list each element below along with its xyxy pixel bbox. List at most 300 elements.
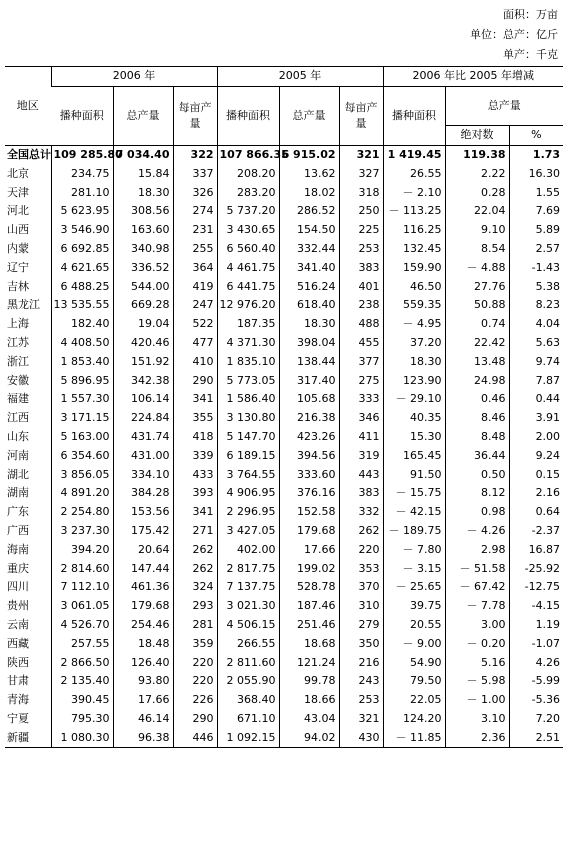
region-cell: 辽宁	[7, 260, 29, 274]
value-cell-da: 40.35	[383, 409, 445, 428]
region-cell: 上海	[7, 317, 29, 331]
value-cell-o2: 618.40	[279, 296, 339, 315]
table-row	[5, 258, 563, 277]
region-cell: 福建	[7, 392, 29, 406]
value-cell-o1: 431.00	[113, 446, 173, 465]
value-cell-a1: 3 237.30	[51, 522, 113, 541]
value-cell-a1: 13 535.55	[51, 296, 113, 315]
value-cell-y2: 377	[339, 352, 383, 371]
region-cell: 西藏	[7, 636, 29, 650]
value-cell-dabs: 22.04	[445, 202, 509, 221]
table-row	[5, 164, 563, 183]
table-row	[5, 183, 563, 202]
value-cell-a2: 5 773.05	[217, 371, 279, 390]
value-cell-y1: 281	[173, 616, 217, 635]
value-cell-a1: 257.55	[51, 634, 113, 653]
value-cell-dabs: 9.10	[445, 221, 509, 240]
value-cell-dpct: 0.44	[509, 390, 563, 409]
table-row	[5, 672, 563, 691]
value-cell-dpct: -25.92	[509, 559, 563, 578]
table-row	[5, 428, 563, 447]
region-cell: 湖南	[7, 486, 29, 500]
value-cell-a1: 3 061.05	[51, 597, 113, 616]
value-cell-o2: 376.16	[279, 484, 339, 503]
value-cell-y2: 353	[339, 559, 383, 578]
value-cell-o2: 332.44	[279, 240, 339, 259]
table-row	[5, 691, 563, 710]
value-cell-dabs: － 4.26	[445, 522, 509, 541]
value-cell-o2: 341.40	[279, 258, 339, 277]
value-cell-o1: 18.30	[113, 183, 173, 202]
value-cell-o2: 317.40	[279, 371, 339, 390]
value-cell-a1: 6 692.85	[51, 240, 113, 259]
value-cell-da: － 4.95	[383, 315, 445, 334]
value-cell-y1: 322	[173, 145, 217, 164]
value-cell-a2: 6 441.75	[217, 277, 279, 296]
value-cell-o1: 461.36	[113, 578, 173, 597]
value-cell-dpct: 7.20	[509, 710, 563, 729]
table-row	[5, 465, 563, 484]
value-cell-da: － 113.25	[383, 202, 445, 221]
value-cell-da: 116.25	[383, 221, 445, 240]
value-cell-a2: 283.20	[217, 183, 279, 202]
header-sown-area-2005: 播种面积	[217, 86, 279, 145]
value-cell-dabs: 27.76	[445, 277, 509, 296]
value-cell-y2: 318	[339, 183, 383, 202]
region-cell: 广西	[7, 523, 29, 537]
value-cell-y1: 410	[173, 352, 217, 371]
table-row	[5, 634, 563, 653]
value-cell-a2: 1 092.15	[217, 728, 279, 747]
value-cell-o1: 420.46	[113, 334, 173, 353]
value-cell-a1: 2 254.80	[51, 503, 113, 522]
value-cell-y1: 522	[173, 315, 217, 334]
unit-output: 单位：总产：亿斤	[470, 28, 558, 41]
value-cell-o2: 94.02	[279, 728, 339, 747]
region-cell: 吉林	[7, 279, 29, 293]
value-cell-dpct: 4.26	[509, 653, 563, 672]
value-cell-o1: 340.98	[113, 240, 173, 259]
value-cell-dpct: 9.24	[509, 446, 563, 465]
value-cell-a2: 5 147.70	[217, 428, 279, 447]
region-cell: 全国总计	[7, 147, 51, 161]
region-cell: 江西	[7, 411, 29, 425]
value-cell-dabs: 13.48	[445, 352, 509, 371]
region-cell: 重庆	[7, 561, 29, 575]
region-cell: 山东	[7, 429, 29, 443]
value-cell-y1: 262	[173, 559, 217, 578]
header-region: 地区	[5, 67, 51, 146]
header-output-2005: 总产量	[279, 86, 339, 145]
value-cell-dpct: 0.15	[509, 465, 563, 484]
value-cell-y2: 488	[339, 315, 383, 334]
value-cell-a2: 402.00	[217, 540, 279, 559]
value-cell-y2: 250	[339, 202, 383, 221]
table-row	[5, 145, 563, 164]
table-row	[5, 315, 563, 334]
value-cell-y2: 327	[339, 164, 383, 183]
value-cell-o2: 105.68	[279, 390, 339, 409]
table-row	[5, 484, 563, 503]
table-row	[5, 334, 563, 353]
value-cell-a2: 671.10	[217, 710, 279, 729]
value-cell-a1: 7 112.10	[51, 578, 113, 597]
value-cell-dpct: 2.57	[509, 240, 563, 259]
value-cell-y1: 393	[173, 484, 217, 503]
value-cell-dabs: 24.98	[445, 371, 509, 390]
table-row	[5, 296, 563, 315]
value-cell-a2: 1 586.40	[217, 390, 279, 409]
value-cell-a2: 7 137.75	[217, 578, 279, 597]
value-cell-o1: 224.84	[113, 409, 173, 428]
value-cell-da: 79.50	[383, 672, 445, 691]
value-cell-a2: 2 055.90	[217, 672, 279, 691]
value-cell-dabs: 0.74	[445, 315, 509, 334]
value-cell-a2: 4 906.95	[217, 484, 279, 503]
value-cell-a2: 107 866.35	[217, 145, 279, 164]
value-cell-dpct: 2.16	[509, 484, 563, 503]
value-cell-da: 91.50	[383, 465, 445, 484]
value-cell-a1: 5 896.95	[51, 371, 113, 390]
value-cell-da: － 2.10	[383, 183, 445, 202]
value-cell-y2: 346	[339, 409, 383, 428]
value-cell-y1: 341	[173, 503, 217, 522]
header-percent: %	[509, 125, 563, 145]
table-row	[5, 728, 563, 747]
value-cell-a1: 281.10	[51, 183, 113, 202]
value-cell-dabs: 8.12	[445, 484, 509, 503]
table-row	[5, 540, 563, 559]
table-row	[5, 371, 563, 390]
header-sown-area-2006: 播种面积	[51, 86, 113, 145]
region-cell: 新疆	[5, 728, 51, 747]
value-cell-y1: 477	[173, 334, 217, 353]
value-cell-y2: 333	[339, 390, 383, 409]
table-row	[5, 559, 563, 578]
value-cell-y1: 446	[173, 728, 217, 747]
table-row	[5, 616, 563, 635]
table-row	[5, 202, 563, 221]
value-cell-dpct: 5.38	[509, 277, 563, 296]
table-row	[5, 240, 563, 259]
value-cell-y2: 430	[339, 728, 383, 747]
value-cell-dpct: 2.51	[509, 728, 563, 747]
value-cell-da: － 25.65	[383, 578, 445, 597]
value-cell-y1: 255	[173, 240, 217, 259]
value-cell-o1: 46.14	[113, 710, 173, 729]
value-cell-o1: 96.38	[113, 728, 173, 747]
value-cell-dpct: -1.43	[509, 258, 563, 277]
region-cell: 天津	[7, 185, 29, 199]
value-cell-o2: 528.78	[279, 578, 339, 597]
value-cell-da: 18.30	[383, 352, 445, 371]
header-output-2006: 总产量	[113, 86, 173, 145]
value-cell-dpct: -12.75	[509, 578, 563, 597]
value-cell-o1: 93.80	[113, 672, 173, 691]
value-cell-y1: 293	[173, 597, 217, 616]
value-cell-y1: 231	[173, 221, 217, 240]
value-cell-y2: 319	[339, 446, 383, 465]
region-cell: 青海	[7, 693, 29, 707]
value-cell-da: 39.75	[383, 597, 445, 616]
header-2006: 2006 年	[51, 67, 217, 87]
value-cell-o1: 153.56	[113, 503, 173, 522]
value-cell-y1: 290	[173, 371, 217, 390]
value-cell-a1: 4 621.65	[51, 258, 113, 277]
value-cell-dabs: － 7.78	[445, 597, 509, 616]
value-cell-o1: 17.66	[113, 691, 173, 710]
value-cell-a1: 1 557.30	[51, 390, 113, 409]
value-cell-dpct: 16.87	[509, 540, 563, 559]
value-cell-o2: 286.52	[279, 202, 339, 221]
region-cell: 湖北	[7, 467, 29, 481]
value-cell-dpct: 8.23	[509, 296, 563, 315]
value-cell-a1: 4 408.50	[51, 334, 113, 353]
value-cell-dabs: 2.98	[445, 540, 509, 559]
value-cell-o2: 152.58	[279, 503, 339, 522]
value-cell-da: － 29.10	[383, 390, 445, 409]
value-cell-y1: 226	[173, 691, 217, 710]
value-cell-da: － 189.75	[383, 522, 445, 541]
value-cell-da: 1 419.45	[383, 145, 445, 164]
value-cell-a2: 6 189.15	[217, 446, 279, 465]
value-cell-y2: 310	[339, 597, 383, 616]
value-cell-dpct: 9.74	[509, 352, 563, 371]
value-cell-o2: 18.30	[279, 315, 339, 334]
value-cell-y1: 324	[173, 578, 217, 597]
table-row	[5, 710, 563, 729]
header-output-change: 总产量	[445, 86, 563, 125]
value-cell-o2: 187.46	[279, 597, 339, 616]
region-cell: 河北	[7, 204, 29, 218]
value-cell-dabs: 2.22	[445, 164, 509, 183]
value-cell-y1: 274	[173, 202, 217, 221]
value-cell-y2: 350	[339, 634, 383, 653]
table-row	[5, 446, 563, 465]
value-cell-a1: 1 853.40	[51, 352, 113, 371]
value-cell-o2: 199.02	[279, 559, 339, 578]
value-cell-da: 124.20	[383, 710, 445, 729]
header-absolute: 绝对数	[445, 125, 509, 145]
value-cell-da: － 7.80	[383, 540, 445, 559]
value-cell-y1: 220	[173, 653, 217, 672]
value-cell-y2: 401	[339, 277, 383, 296]
value-cell-da: 132.45	[383, 240, 445, 259]
value-cell-da: 20.55	[383, 616, 445, 635]
value-cell-y2: 253	[339, 240, 383, 259]
value-cell-o1: 334.10	[113, 465, 173, 484]
value-cell-a2: 2 817.75	[217, 559, 279, 578]
region-cell: 陕西	[7, 655, 29, 669]
value-cell-o2: 43.04	[279, 710, 339, 729]
table-row	[5, 352, 563, 371]
value-cell-y2: 383	[339, 484, 383, 503]
value-cell-dpct: 16.30	[509, 164, 563, 183]
value-cell-y2: 321	[339, 710, 383, 729]
value-cell-y2: 275	[339, 371, 383, 390]
value-cell-o2: 121.24	[279, 653, 339, 672]
value-cell-y2: 443	[339, 465, 383, 484]
value-cell-a2: 12 976.20	[217, 296, 279, 315]
value-cell-dabs: 8.54	[445, 240, 509, 259]
value-cell-a1: 5 623.95	[51, 202, 113, 221]
value-cell-da: 26.55	[383, 164, 445, 183]
value-cell-dpct: -5.36	[509, 691, 563, 710]
value-cell-a1: 2 135.40	[51, 672, 113, 691]
value-cell-y2: 253	[339, 691, 383, 710]
value-cell-dpct: 5.63	[509, 334, 563, 353]
table-row	[5, 653, 563, 672]
value-cell-a1: 109 285.80	[51, 145, 113, 164]
value-cell-a1: 394.20	[51, 540, 113, 559]
value-cell-dpct: -2.37	[509, 522, 563, 541]
value-cell-a1: 3 856.05	[51, 465, 113, 484]
value-cell-y1: 271	[173, 522, 217, 541]
value-cell-a2: 368.40	[217, 691, 279, 710]
value-cell-o1: 19.04	[113, 315, 173, 334]
region-cell: 海南	[7, 542, 29, 556]
value-cell-dabs: 3.00	[445, 616, 509, 635]
value-cell-dabs: 0.98	[445, 503, 509, 522]
value-cell-y1: 247	[173, 296, 217, 315]
value-cell-o2: 216.38	[279, 409, 339, 428]
value-cell-dabs: － 67.42	[445, 578, 509, 597]
value-cell-a1: 1 080.30	[51, 728, 113, 747]
value-cell-da: 54.90	[383, 653, 445, 672]
value-cell-dabs: 0.46	[445, 390, 509, 409]
value-cell-da: － 42.15	[383, 503, 445, 522]
value-cell-y1: 262	[173, 540, 217, 559]
value-cell-dpct: 7.69	[509, 202, 563, 221]
table-row	[5, 503, 563, 522]
grain-statistics-table	[5, 66, 563, 748]
value-cell-o1: 15.84	[113, 164, 173, 183]
value-cell-o1: 254.46	[113, 616, 173, 635]
value-cell-a1: 795.30	[51, 710, 113, 729]
value-cell-a2: 4 371.30	[217, 334, 279, 353]
value-cell-dpct: -5.99	[509, 672, 563, 691]
value-cell-da: － 15.75	[383, 484, 445, 503]
value-cell-o2: 138.44	[279, 352, 339, 371]
value-cell-a2: 3 021.30	[217, 597, 279, 616]
value-cell-a1: 2 814.60	[51, 559, 113, 578]
value-cell-dpct: 3.91	[509, 409, 563, 428]
table-row	[5, 277, 563, 296]
value-cell-o2: 516.24	[279, 277, 339, 296]
header-change: 2006 年比 2005 年增减	[383, 67, 563, 87]
value-cell-dpct: 7.87	[509, 371, 563, 390]
value-cell-dabs: 22.42	[445, 334, 509, 353]
value-cell-a2: 3 430.65	[217, 221, 279, 240]
value-cell-da: 559.35	[383, 296, 445, 315]
value-cell-dabs: 8.46	[445, 409, 509, 428]
value-cell-da: － 3.15	[383, 559, 445, 578]
value-cell-y2: 321	[339, 145, 383, 164]
value-cell-a1: 3 546.90	[51, 221, 113, 240]
header-sown-area-change: 播种面积	[383, 86, 445, 145]
value-cell-dpct: 0.64	[509, 503, 563, 522]
value-cell-dpct: -1.07	[509, 634, 563, 653]
value-cell-o2: 154.50	[279, 221, 339, 240]
region-cell: 北京	[7, 166, 29, 180]
value-cell-a2: 187.35	[217, 315, 279, 334]
value-cell-y2: 262	[339, 522, 383, 541]
value-cell-a1: 234.75	[51, 164, 113, 183]
value-cell-a2: 266.55	[217, 634, 279, 653]
value-cell-y1: 220	[173, 672, 217, 691]
value-cell-o2: 6 915.02	[279, 145, 339, 164]
value-cell-dabs: 0.50	[445, 465, 509, 484]
value-cell-y2: 238	[339, 296, 383, 315]
table-row	[5, 522, 563, 541]
value-cell-o2: 13.62	[279, 164, 339, 183]
value-cell-y1: 337	[173, 164, 217, 183]
value-cell-dpct: 1.19	[509, 616, 563, 635]
value-cell-dabs: － 5.98	[445, 672, 509, 691]
region-cell: 贵州	[7, 599, 29, 613]
value-cell-dabs: － 0.20	[445, 634, 509, 653]
table-row	[5, 597, 563, 616]
table-row	[5, 578, 563, 597]
value-cell-o1: 544.00	[113, 277, 173, 296]
value-cell-a2: 3 427.05	[217, 522, 279, 541]
value-cell-da: 22.05	[383, 691, 445, 710]
value-cell-y2: 455	[339, 334, 383, 353]
value-cell-o2: 251.46	[279, 616, 339, 635]
value-cell-o2: 333.60	[279, 465, 339, 484]
region-cell: 广东	[7, 505, 29, 519]
value-cell-y1: 341	[173, 390, 217, 409]
value-cell-y2: 370	[339, 578, 383, 597]
value-cell-a1: 3 171.15	[51, 409, 113, 428]
value-cell-da: 123.90	[383, 371, 445, 390]
value-cell-a1: 6 488.25	[51, 277, 113, 296]
value-cell-y1: 339	[173, 446, 217, 465]
value-cell-y1: 419	[173, 277, 217, 296]
value-cell-a1: 4 526.70	[51, 616, 113, 635]
unit-yield: 单产：千克	[503, 48, 558, 61]
region-cell: 浙江	[7, 354, 29, 368]
value-cell-dabs: － 51.58	[445, 559, 509, 578]
value-cell-o2: 398.04	[279, 334, 339, 353]
value-cell-o1: 179.68	[113, 597, 173, 616]
region-cell: 安徽	[7, 373, 29, 387]
value-cell-o2: 17.66	[279, 540, 339, 559]
value-cell-da: 46.50	[383, 277, 445, 296]
value-cell-a2: 5 737.20	[217, 202, 279, 221]
value-cell-o1: 163.60	[113, 221, 173, 240]
value-cell-y1: 290	[173, 710, 217, 729]
value-cell-y1: 433	[173, 465, 217, 484]
value-cell-a2: 208.20	[217, 164, 279, 183]
region-cell: 四川	[7, 580, 29, 594]
value-cell-o1: 126.40	[113, 653, 173, 672]
value-cell-o1: 151.92	[113, 352, 173, 371]
value-cell-a1: 182.40	[51, 315, 113, 334]
value-cell-a2: 2 811.60	[217, 653, 279, 672]
value-cell-o1: 175.42	[113, 522, 173, 541]
region-cell: 山西	[7, 223, 29, 237]
value-cell-a2: 1 835.10	[217, 352, 279, 371]
value-cell-o1: 7 034.40	[113, 145, 173, 164]
header-2005: 2005 年	[217, 67, 383, 87]
value-cell-y2: 216	[339, 653, 383, 672]
value-cell-y2: 243	[339, 672, 383, 691]
value-cell-o1: 18.48	[113, 634, 173, 653]
value-cell-o1: 342.38	[113, 371, 173, 390]
value-cell-dpct: 2.00	[509, 428, 563, 447]
region-cell: 宁夏	[7, 711, 29, 725]
